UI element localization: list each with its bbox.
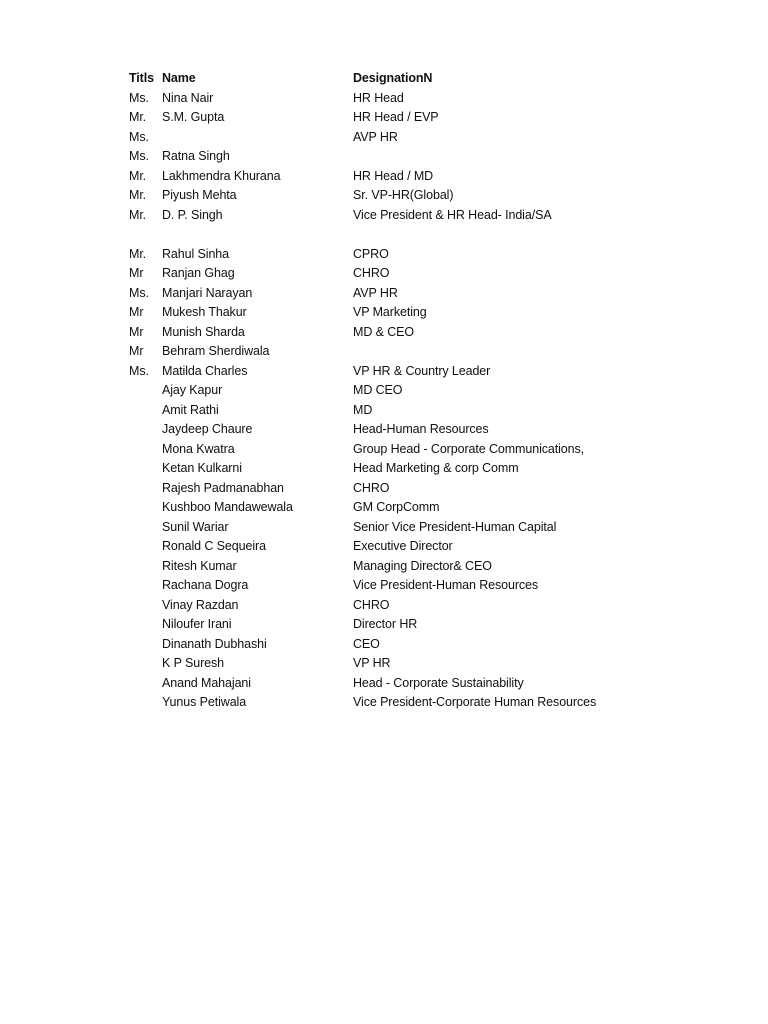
table-row bbox=[129, 518, 689, 538]
name-cell: Sunil Wariar bbox=[162, 519, 229, 534]
name-cell bbox=[162, 128, 353, 148]
title-cell bbox=[129, 576, 162, 596]
name-cell: Ratna Singh bbox=[162, 149, 230, 163]
name-cell: Anand Mahajani bbox=[162, 675, 251, 690]
name-cell: Jaydeep Chaure bbox=[162, 422, 253, 436]
table-row bbox=[129, 381, 689, 401]
designation-cell: HR Head bbox=[353, 90, 404, 105]
table-row bbox=[129, 245, 689, 265]
table-row bbox=[129, 576, 689, 596]
title-cell: Mr. bbox=[129, 188, 147, 202]
title-cell bbox=[129, 420, 162, 440]
title-cell bbox=[129, 596, 162, 616]
designation-cell: HR Head / EVP bbox=[353, 110, 439, 124]
name-cell: S.M. Gupta bbox=[162, 110, 225, 124]
designation-cell: Head Marketing & corp Comm bbox=[353, 461, 519, 475]
designation-cell: GM CorpComm bbox=[353, 500, 440, 514]
title-cell: Ms. bbox=[129, 90, 149, 105]
name-cell: Kushboo Mandawewala bbox=[162, 500, 293, 514]
name-cell: Rahul Sinha bbox=[162, 246, 230, 261]
designation-cell: VP Marketing bbox=[353, 305, 427, 319]
designation-cell: Vice President-Human Resources bbox=[353, 578, 539, 592]
name-cell: D. P. Singh bbox=[162, 207, 223, 222]
title-cell bbox=[129, 459, 162, 479]
table-row bbox=[129, 693, 689, 713]
table-row bbox=[129, 479, 689, 499]
designation-cell: CHRO bbox=[353, 266, 390, 280]
table-row bbox=[129, 323, 689, 343]
table-row bbox=[129, 537, 689, 557]
table-row bbox=[129, 674, 689, 694]
designation-cell: Head - Corporate Sustainability bbox=[353, 675, 524, 690]
title-cell bbox=[129, 498, 162, 518]
name-cell: Amit Rathi bbox=[162, 402, 219, 417]
table-row bbox=[129, 128, 689, 148]
name-cell bbox=[162, 225, 353, 245]
title-cell: Mr bbox=[129, 305, 144, 319]
title-cell: Mr. bbox=[129, 246, 147, 261]
table-row bbox=[129, 615, 689, 635]
title-cell: Mr bbox=[129, 344, 144, 358]
designation-cell: Vice President & HR Head- India/SA bbox=[353, 207, 552, 222]
title-cell: Mr bbox=[129, 324, 144, 339]
name-cell: Behram Sherdiwala bbox=[162, 344, 270, 358]
title-cell bbox=[129, 557, 162, 577]
table-row bbox=[129, 284, 689, 304]
designation-cell: Group Head - Corporate Communications, bbox=[353, 441, 585, 456]
title-cell bbox=[129, 440, 162, 460]
title-cell: Ms. bbox=[129, 149, 149, 163]
name-cell: Yunus Petiwala bbox=[162, 695, 247, 709]
name-cell: Ketan Kulkarni bbox=[162, 461, 242, 475]
title-cell bbox=[129, 381, 162, 401]
title-cell bbox=[129, 693, 162, 713]
title-cell bbox=[129, 674, 162, 694]
table-row bbox=[129, 498, 689, 518]
designation-cell bbox=[353, 342, 689, 362]
name-cell: Rajesh Padmanabhan bbox=[162, 480, 284, 495]
name-cell: Ranjan Ghag bbox=[162, 266, 235, 280]
name-cell: Vinay Razdan bbox=[162, 597, 239, 612]
title-cell: Ms. bbox=[129, 363, 149, 378]
table-row bbox=[129, 108, 689, 128]
designation-cell: CHRO bbox=[353, 597, 390, 612]
title-cell: Ms. bbox=[129, 285, 149, 300]
table-row bbox=[129, 557, 689, 577]
table-row bbox=[129, 635, 689, 655]
name-cell: K P Suresh bbox=[162, 656, 225, 670]
designation-cell: AVP HR bbox=[353, 285, 398, 300]
table-row bbox=[129, 342, 689, 362]
title-cell bbox=[129, 537, 162, 557]
designation-cell: Senior Vice President-Human Capital bbox=[353, 519, 557, 534]
title-cell bbox=[129, 401, 162, 421]
table-row bbox=[129, 654, 689, 674]
designation-cell: MD CEO bbox=[353, 383, 403, 397]
header-name: Name bbox=[162, 71, 196, 85]
designation-cell bbox=[353, 225, 689, 245]
name-cell: Ritesh Kumar bbox=[162, 558, 237, 573]
name-cell: Nina Nair bbox=[162, 90, 214, 105]
name-cell: Piyush Mehta bbox=[162, 188, 237, 202]
designation-cell bbox=[353, 147, 689, 167]
table-row bbox=[129, 362, 689, 382]
name-cell: Lakhmendra Khurana bbox=[162, 168, 281, 183]
name-cell: Rachana Dogra bbox=[162, 578, 249, 592]
table-row bbox=[129, 596, 689, 616]
designation-cell: CEO bbox=[353, 636, 380, 651]
title-cell: Mr. bbox=[129, 207, 147, 222]
title-cell bbox=[129, 635, 162, 655]
designation-cell: CHRO bbox=[353, 480, 390, 495]
title-cell: Mr. bbox=[129, 110, 147, 124]
name-cell: Mona Kwatra bbox=[162, 441, 235, 456]
designation-cell: CPRO bbox=[353, 246, 389, 261]
table-row bbox=[129, 147, 689, 167]
table-row bbox=[129, 420, 689, 440]
designation-cell: Managing Director& CEO bbox=[353, 558, 492, 573]
designation-cell: Sr. VP-HR(Global) bbox=[353, 188, 454, 202]
name-cell: Mukesh Thakur bbox=[162, 305, 247, 319]
designation-cell: VP HR & Country Leader bbox=[353, 363, 491, 378]
table-row bbox=[129, 89, 689, 109]
contacts-table bbox=[129, 69, 689, 713]
table-row bbox=[129, 186, 689, 206]
title-cell: Mr. bbox=[129, 168, 147, 183]
designation-cell: HR Head / MD bbox=[353, 168, 434, 183]
title-cell bbox=[129, 654, 162, 674]
name-cell: Dinanath Dubhashi bbox=[162, 636, 267, 651]
table-row bbox=[129, 264, 689, 284]
table-row bbox=[129, 206, 689, 226]
header-title: Titls bbox=[129, 71, 154, 85]
name-cell: Munish Sharda bbox=[162, 324, 245, 339]
designation-cell: Director HR bbox=[353, 617, 418, 631]
name-cell: Manjari Narayan bbox=[162, 285, 253, 300]
title-cell bbox=[129, 225, 162, 245]
table-body bbox=[129, 89, 689, 713]
title-cell bbox=[129, 518, 162, 538]
title-cell bbox=[129, 615, 162, 635]
name-cell: Ronald C Sequeira bbox=[162, 539, 266, 553]
designation-cell: AVP HR bbox=[353, 129, 398, 144]
table-row bbox=[129, 303, 689, 323]
title-cell bbox=[129, 479, 162, 499]
title-cell: Mr bbox=[129, 266, 144, 280]
designation-cell: VP HR bbox=[353, 656, 391, 670]
header-designation: DesignationN bbox=[353, 71, 433, 85]
table-row bbox=[129, 440, 689, 460]
name-cell: Matilda Charles bbox=[162, 363, 248, 378]
table-row bbox=[129, 167, 689, 187]
designation-cell: MD & CEO bbox=[353, 324, 415, 339]
designation-cell: Vice President-Corporate Human Resources bbox=[353, 695, 597, 709]
name-cell: Niloufer Irani bbox=[162, 617, 232, 631]
designation-cell: MD bbox=[353, 402, 373, 417]
title-cell: Ms. bbox=[129, 129, 149, 144]
name-cell: Ajay Kapur bbox=[162, 383, 223, 397]
table-row bbox=[129, 459, 689, 479]
table-header-row bbox=[129, 69, 689, 89]
designation-cell: Head-Human Resources bbox=[353, 422, 489, 436]
table-row bbox=[129, 401, 689, 421]
designation-cell: Executive Director bbox=[353, 539, 453, 553]
table-row bbox=[129, 225, 689, 245]
